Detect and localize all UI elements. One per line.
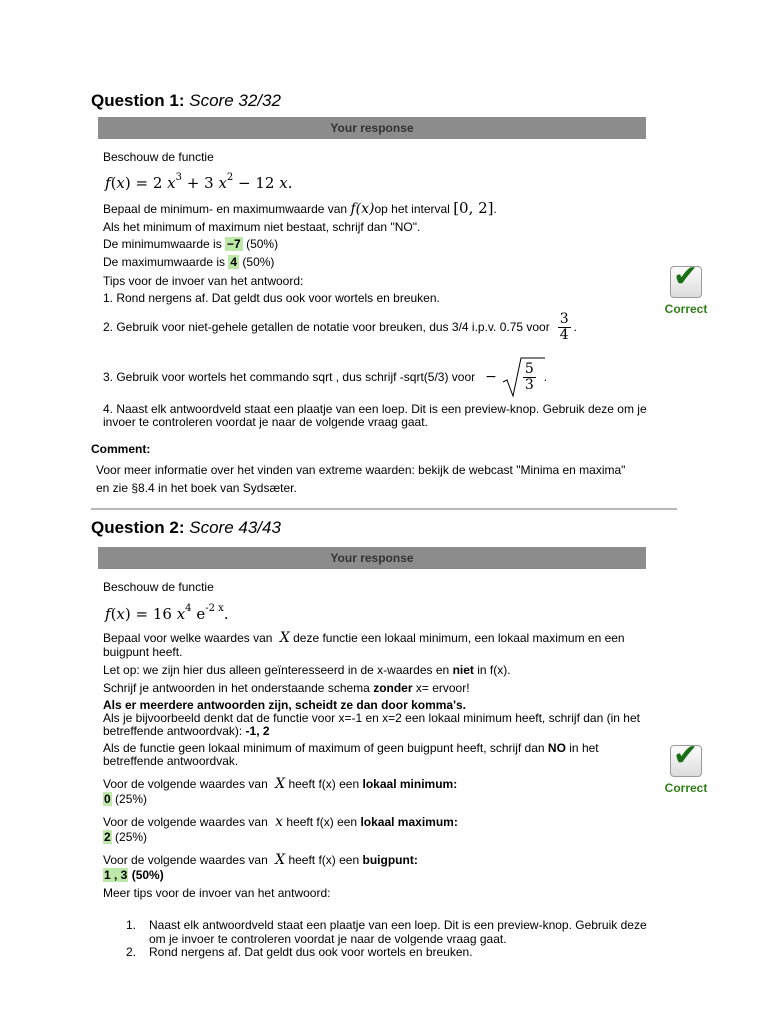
question-2-score: Score 43/43 <box>189 518 281 537</box>
q2-bepaal-line: Bepaal voor welke waardes van X deze functie een lokaal minimum, een lokaal maximum en een <box>103 630 625 646</box>
q1-comment-a: Voor meer informatie over het vinden van extreme waarden: bekijk de webcast "Minima en maxima" <box>96 463 626 477</box>
q1-min-row: De minimumwaarde is −7 (50%) <box>103 237 279 251</box>
q2-geen-b: betreffende antwoordvak. <box>103 754 239 768</box>
q2-max-question: Voor de volgende waardes van x heeft f(x) een lokaal maximum: <box>103 814 458 830</box>
question-1-title <box>91 91 281 111</box>
question-1-score: Score 32/32 <box>189 91 281 110</box>
check-icon: ✔ <box>670 266 702 298</box>
question-2-title <box>91 518 281 538</box>
q1-bepaal-line: Bepaal de minimum- en maximumwaarde van f(x)op het interval [0, 2]. <box>103 199 497 217</box>
q2-min-answer-row: 0 (25%) <box>104 792 148 806</box>
q2-min-answer: 0 <box>104 792 111 806</box>
q2-meerdere: Als er meerdere antwoorden zijn, scheidt ze dan door komma's. <box>103 698 466 712</box>
q2-list-item-1-number: 1. <box>126 918 137 932</box>
q1-intro: Beschouw de functie <box>103 150 214 164</box>
q1-min-answer: −7 <box>227 237 241 251</box>
q2-list-item-1a: Naast elk antwoordveld staat een plaatje van een loep. Dit is een preview-knop. Gebruik deze <box>149 918 647 932</box>
q2-geen-a: Als de functie geen lokaal minimum of maximum of geen buigpunt heeft, schrijf dan NO in het <box>103 741 599 755</box>
q2-min-question: Voor de volgende waardes van X heeft f(x) een lokaal minimum: <box>103 776 458 792</box>
check-icon: ✔ <box>670 745 702 777</box>
q2-response-header: Your response <box>98 547 646 569</box>
q2-formula: f(x) = 16 $x^4$ $e^{-2 x}$. <box>105 603 229 623</box>
q2-bijvoorbeeld-b: betreffende antwoordvak): -1, 2 <box>103 724 270 738</box>
question-2-label: Question 2: <box>91 518 185 537</box>
q1-no-instruction: Als het minimum of maximum niet bestaat, schrijf dan "NO". <box>103 220 421 234</box>
q2-intro: Beschouw de functie <box>103 580 214 594</box>
q1-formula: f(x) = 2 $x^3 + 3$ $x^2 - 12$ x. <box>105 172 293 192</box>
q2-correct-label: Correct <box>664 781 708 795</box>
q1-response-header: Your response <box>98 117 646 139</box>
question-divider <box>91 508 677 510</box>
q1-comment-b: en zie §8.4 in het boek van Sydsæter. <box>96 481 297 495</box>
q1-max-answer: 4 <box>230 255 238 269</box>
q1-correct-label: Correct <box>664 302 708 316</box>
fraction-5-3: $\frac{5}{3}$ <box>524 360 534 393</box>
question-1-label: Question 1: <box>91 91 185 110</box>
q1-tip-2: 2. Gebruik voor niet-gehele getallen de notatie voor breuken, dus 3/4 i.p.v. 0.75 voor $\frac{3}{4}$ . <box>103 311 577 343</box>
q2-max-answer-row: 2 (25%) <box>104 830 148 844</box>
q2-bijvoorbeeld-a: Als je bijvoorbeeld denkt dat de functie voor x=-1 en x=2 een lokaal minimum heeft, schrijf dan (in het <box>103 711 640 725</box>
q1-tips-header: Tips voor de invoer van het antwoord: <box>103 274 304 288</box>
q2-correct-indicator <box>656 738 716 795</box>
q1-tip-4b: invoer te controleren voordat je naar de volgende vraag gaat. <box>103 415 428 429</box>
q1-comment-label: Comment: <box>91 442 151 456</box>
q1-tip-1: 1. Rond nergens af. Dat geldt dus ook voor wortels en breuken. <box>103 291 440 305</box>
q1-tip-4a: 4. Naast elk antwoordveld staat een plaatje van een loep. Dit is een preview-knop. Gebruik deze om je <box>103 402 647 416</box>
q1-correct-indicator <box>656 259 716 316</box>
q2-let-op: Let op: we zijn hier dus alleen geïnteresseerd in de x-waardes en niet in f(x). <box>103 663 511 677</box>
q2-max-answer: 2 <box>104 830 111 844</box>
q2-list-item-2-number: 2. <box>126 945 137 959</box>
q2-buigpunt-answer-row: 1 , 3 (50%) <box>104 868 164 882</box>
fraction-3-4: $\frac{3}{4}$ <box>559 311 569 343</box>
q1-tip-3: 3. Gebruik voor wortels het commando sqrt , dus schrijf -sqrt(5/3) voor − $\frac{5}{3}$ . <box>103 356 547 398</box>
q2-buigpunt-question: Voor de volgende waardes van X heeft f(x) een buigpunt: <box>103 852 418 868</box>
q1-max-row: De maximumwaarde is 4 (50%) <box>103 255 275 269</box>
q2-more-tips: Meer tips voor de invoer van het antwoord: <box>103 886 331 900</box>
q2-list-item-1b: om je invoer te controleren voordat je naar de volgende vraag gaat. <box>149 932 507 946</box>
q2-bepaal-line-2: buigpunt heeft. <box>103 645 183 659</box>
q2-buigpunt-answer: 1 , 3 <box>104 868 128 882</box>
q2-schrijf: Schrijf je antwoorden in het onderstaande schema zonder x= ervoor! <box>103 681 470 695</box>
q2-list-item-2: Rond nergens af. Dat geldt dus ook voor wortels en breuken. <box>149 945 473 959</box>
